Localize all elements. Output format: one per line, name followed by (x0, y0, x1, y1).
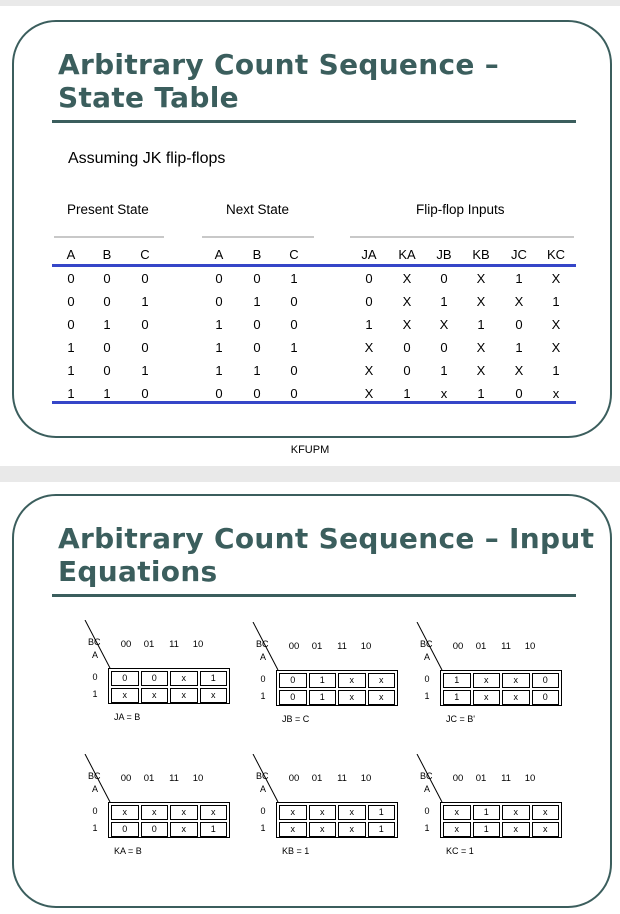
karnaugh-map (250, 622, 410, 722)
kmap-grid (276, 670, 398, 706)
column-header: C (289, 247, 299, 262)
table-cell: 0 (403, 340, 411, 355)
kmap-cell: 0 (111, 671, 139, 686)
kmap-cell: 0 (532, 673, 560, 688)
table-cell: 0 (290, 317, 298, 332)
slide-title (58, 48, 499, 114)
kmap-bc-label: BC (88, 771, 101, 781)
column-header: JA (361, 247, 377, 262)
kmap-cell: 1 (309, 690, 337, 705)
table-cell: 0 (253, 386, 261, 401)
column-header: C (140, 247, 150, 262)
kmap-cell: 1 (200, 671, 228, 686)
table-cell: X (551, 340, 561, 355)
table-cell: 1 (141, 363, 149, 378)
slide-input-equations (0, 482, 620, 914)
kmap-cell: x (443, 822, 471, 837)
kmap-cell: x (309, 805, 337, 820)
kmap-cell: 1 (473, 822, 501, 837)
kmap-cell: x (368, 673, 396, 688)
table-cell: 1 (215, 317, 223, 332)
table-cell: 0 (215, 294, 223, 309)
table-cell: X (402, 271, 412, 286)
table-cell: 1 (403, 386, 411, 401)
table-cell: X (402, 294, 412, 309)
title-line-1: Arbitrary Count Sequence – Input (58, 522, 595, 555)
kmap-column-label: 11 (337, 773, 347, 784)
table-cell: 1 (440, 363, 448, 378)
table-cell: X (476, 363, 486, 378)
kmap-bc-label: BC (256, 639, 269, 649)
kmap-bc-label: BC (256, 771, 269, 781)
group-underline (54, 236, 164, 238)
column-header: A (214, 247, 224, 262)
table-cell: 1 (103, 317, 111, 332)
kmap-cell: x (141, 688, 169, 703)
kmap-column-label: 10 (192, 773, 204, 784)
table-cell: 1 (215, 363, 223, 378)
table-cell: 1 (103, 386, 111, 401)
kmap-cell: 1 (473, 805, 501, 820)
table-cell: X (402, 317, 412, 332)
column-header: A (66, 247, 76, 262)
kmap-cell: x (338, 690, 366, 705)
kmap-bc-label: BC (88, 637, 101, 647)
table-cell: X (476, 271, 486, 286)
kmap-row-label: 0 (424, 674, 430, 684)
group-underline (350, 236, 574, 238)
column-header: B (252, 247, 262, 262)
kmap-cell: 0 (532, 690, 560, 705)
kmap-grid (440, 670, 562, 706)
table-cell: 1 (515, 340, 523, 355)
kmap-cell: x (502, 822, 530, 837)
kmap-row-label: 0 (260, 674, 266, 684)
kmap-column-label: 01 (143, 773, 155, 784)
subtitle: Assuming JK flip-flops (68, 150, 226, 167)
kmap-cell: x (170, 822, 198, 837)
karnaugh-map (414, 622, 574, 722)
title-line-2: State Table (58, 81, 239, 114)
kmap-cell: x (502, 805, 530, 820)
table-cell: X (476, 294, 486, 309)
kmap-cell: x (473, 690, 501, 705)
kmap-cell: 0 (141, 671, 169, 686)
kmap-column-label: 01 (475, 773, 487, 784)
column-header: B (102, 247, 112, 262)
kmap-grid (108, 802, 230, 838)
table-cell: 1 (365, 317, 373, 332)
kmap-cell: x (111, 688, 139, 703)
title-rule (52, 120, 576, 123)
karnaugh-map (250, 754, 410, 854)
table-cell: 0 (290, 386, 298, 401)
kmap-cell: x (338, 822, 366, 837)
column-header: KB (472, 247, 490, 262)
kmap-column-label: 10 (360, 641, 372, 652)
title-rule (52, 594, 576, 597)
table-cell: 0 (365, 294, 373, 309)
kmap-a-label: A (424, 652, 431, 662)
table-cell: 0 (141, 386, 149, 401)
table-cell: x (440, 386, 448, 401)
kmap-grid (108, 668, 230, 704)
table-cell: 0 (141, 340, 149, 355)
kmap-column-label: 11 (501, 641, 511, 652)
kmap-grid (276, 802, 398, 838)
kmap-equation: JC = B' (446, 714, 475, 724)
table-cell: 1 (477, 386, 485, 401)
table-cell: 1 (515, 271, 523, 286)
kmap-cell: x (141, 805, 169, 820)
table-cell: 1 (477, 317, 485, 332)
table-cell: 0 (215, 271, 223, 286)
table-row (0, 360, 620, 382)
table-cell: 1 (215, 340, 223, 355)
table-top-rule (52, 264, 576, 267)
kmap-equation: KC = 1 (446, 846, 474, 856)
kmap-a-label: A (424, 784, 431, 794)
kmap-row-label: 0 (92, 672, 98, 682)
footer: KFUPM (290, 444, 330, 456)
table-cell: 1 (67, 386, 75, 401)
table-cell: 0 (515, 317, 523, 332)
kmap-row-label: 1 (92, 689, 98, 699)
kmap-column-label: 10 (192, 639, 204, 650)
kmap-cell: x (368, 690, 396, 705)
kmap-column-label: 01 (311, 773, 323, 784)
column-header: JB (436, 247, 452, 262)
kmap-cell: 1 (443, 690, 471, 705)
slide-title (58, 522, 594, 588)
title-line-2: Equations (58, 555, 218, 588)
table-cell: x (552, 386, 560, 401)
kmap-cell: x (279, 822, 307, 837)
table-cell: X (514, 363, 524, 378)
kmap-cell: 1 (200, 822, 228, 837)
table-cell: X (514, 294, 524, 309)
kmap-column-label: 10 (524, 773, 536, 784)
kmap-cell: x (502, 673, 530, 688)
kmap-column-label: 00 (120, 773, 132, 784)
table-cell: 0 (215, 386, 223, 401)
table-cell: 1 (552, 294, 560, 309)
table-cell: 0 (365, 271, 373, 286)
kmap-column-label: 01 (143, 639, 155, 650)
table-cell: 0 (403, 363, 411, 378)
table-cell: 0 (290, 363, 298, 378)
kmap-row-label: 1 (424, 823, 430, 833)
karnaugh-map (82, 754, 242, 854)
kmap-column-label: 11 (337, 641, 347, 652)
kmap-column-label: 11 (501, 773, 511, 784)
table-cell: X (364, 340, 374, 355)
column-header: KA (398, 247, 416, 262)
table-cell: X (476, 340, 486, 355)
table-cell: 1 (67, 363, 75, 378)
kmap-cell: 0 (279, 690, 307, 705)
table-cell: 0 (440, 271, 448, 286)
table-cell: 1 (440, 294, 448, 309)
table-cell: 0 (515, 386, 523, 401)
group-underline (202, 236, 314, 238)
kmap-cell: x (170, 805, 198, 820)
table-cell: 0 (67, 317, 75, 332)
kmap-cell: 1 (443, 673, 471, 688)
kmap-equation: KB = 1 (282, 846, 310, 856)
kmap-cell: x (338, 673, 366, 688)
column-header: JC (511, 247, 527, 262)
table-row (0, 337, 620, 359)
kmap-row-label: 1 (92, 823, 98, 833)
kmap-cell: x (338, 805, 366, 820)
table-cell: 0 (103, 363, 111, 378)
kmap-cell: x (279, 805, 307, 820)
table-cell: 1 (141, 294, 149, 309)
table-cell: 0 (253, 271, 261, 286)
kmap-cell: x (309, 822, 337, 837)
table-cell: 0 (253, 340, 261, 355)
kmap-equation: JB = C (282, 714, 310, 724)
kmap-column-label: 00 (288, 773, 300, 784)
karnaugh-map (414, 754, 574, 854)
slide-state-table (0, 6, 620, 466)
table-cell: 1 (67, 340, 75, 355)
table-bottom-rule (52, 401, 576, 404)
group-flipflop-inputs: Flip-flop Inputs (416, 202, 505, 217)
group-present-state: Present State (67, 202, 149, 217)
table-cell: 0 (141, 317, 149, 332)
karnaugh-map (82, 620, 242, 720)
table-row (0, 314, 620, 336)
table-cell: 0 (440, 340, 448, 355)
kmap-bc-label: BC (420, 771, 433, 781)
table-cell: 0 (67, 271, 75, 286)
table-cell: 1 (290, 340, 298, 355)
table-cell: X (551, 271, 561, 286)
table-cell: 0 (253, 317, 261, 332)
kmap-column-label: 00 (288, 641, 300, 652)
kmap-cell: x (170, 671, 198, 686)
kmap-column-label: 10 (524, 641, 536, 652)
kmap-row-label: 0 (424, 806, 430, 816)
table-header-row (0, 244, 620, 266)
kmap-row-label: 1 (260, 823, 266, 833)
kmap-cell: 0 (111, 822, 139, 837)
kmap-row-label: 1 (260, 691, 266, 701)
table-cell: 1 (290, 271, 298, 286)
table-row (0, 268, 620, 290)
kmap-column-label: 01 (311, 641, 323, 652)
table-cell: 0 (141, 271, 149, 286)
kmap-column-label: 01 (475, 641, 487, 652)
kmap-a-label: A (92, 784, 99, 794)
table-cell: 0 (290, 294, 298, 309)
kmap-cell: x (200, 805, 228, 820)
table-cell: X (439, 317, 449, 332)
kmap-bc-label: BC (420, 639, 433, 649)
kmap-cell: x (502, 690, 530, 705)
kmap-column-label: 10 (360, 773, 372, 784)
kmap-cell: x (532, 805, 560, 820)
kmap-cell: x (170, 688, 198, 703)
kmap-column-label: 11 (169, 639, 179, 650)
kmap-cell: 1 (309, 673, 337, 688)
column-header: KC (546, 247, 566, 262)
kmap-grid (440, 802, 562, 838)
table-cell: 0 (103, 271, 111, 286)
table-cell: 0 (103, 294, 111, 309)
kmap-cell: 1 (368, 822, 396, 837)
kmap-cell: x (111, 805, 139, 820)
kmap-a-label: A (260, 652, 267, 662)
kmap-a-label: A (260, 784, 267, 794)
kmap-column-label: 00 (120, 639, 132, 650)
kmap-cell: x (473, 673, 501, 688)
table-row (0, 291, 620, 313)
kmap-column-label: 00 (452, 773, 464, 784)
group-next-state: Next State (226, 202, 290, 217)
kmap-cell: 0 (279, 673, 307, 688)
table-cell: X (364, 363, 374, 378)
table-cell: 0 (67, 294, 75, 309)
table-cell: 1 (253, 294, 261, 309)
kmap-column-label: 11 (169, 773, 179, 784)
kmap-a-label: A (92, 650, 99, 660)
kmap-cell: x (200, 688, 228, 703)
table-cell: 1 (552, 363, 560, 378)
table-cell: X (364, 386, 374, 401)
kmap-cell: 1 (368, 805, 396, 820)
kmap-cell: x (443, 805, 471, 820)
table-cell: 1 (253, 363, 261, 378)
kmap-row-label: 0 (92, 806, 98, 816)
table-cell: X (551, 317, 561, 332)
kmap-cell: 0 (141, 822, 169, 837)
table-cell: 0 (103, 340, 111, 355)
kmap-row-label: 1 (424, 691, 430, 701)
kmap-column-label: 00 (452, 641, 464, 652)
kmap-equation: JA = B (114, 712, 141, 722)
kmap-row-label: 0 (260, 806, 266, 816)
title-line-1: Arbitrary Count Sequence – (58, 48, 499, 81)
kmap-cell: x (532, 822, 560, 837)
kmap-equation: KA = B (114, 846, 142, 856)
